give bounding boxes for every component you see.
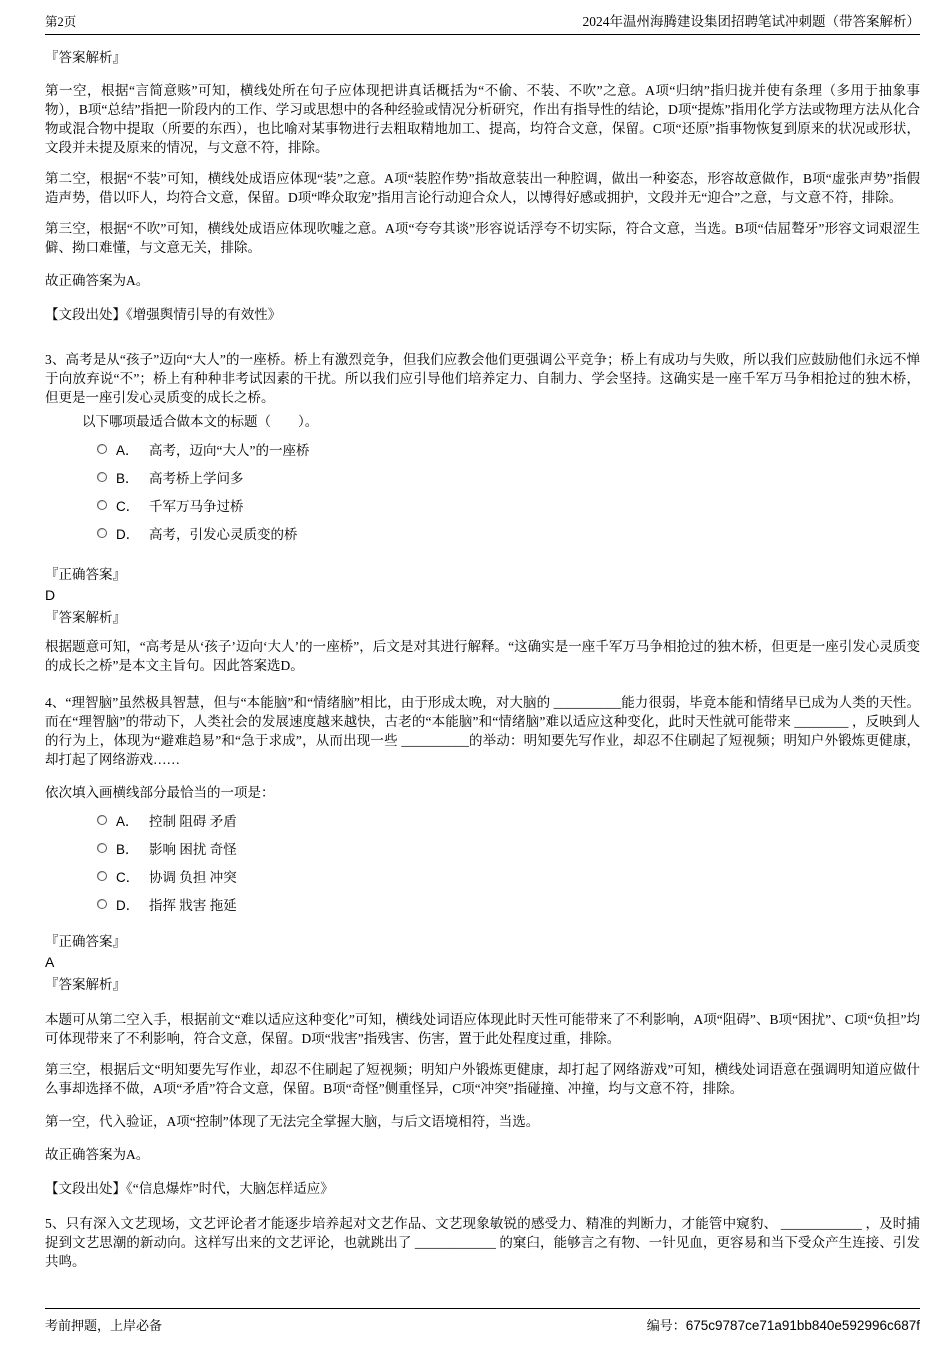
radio-button-icon[interactable] (97, 871, 107, 881)
analysis-paragraph-1: 第一空，根据“言简意赅”可知，横线处所在句子应体现把讲真话概括为“不偷、不装、不吹”之意。A项“归纳”指归拢并使有条理（多用于抽象事物），B项“总结”指把一阶段内的工作、学习或思想中的各种经验或情况分析研究，作出有指导性的结论，D项“提炼”指用化学方法或物理方法从化合物或混合物中提取（所要的东西），也比喻对某事物进行去粗取精地加工、提高，均符合文意，保留。C项“还原”指事物恢复到原来的状况或形状，文段并未提及原来的情况，与文意不符，排除。 (45, 83, 920, 155)
serial-number: 675c9787ce71a91bb840e592996c687f (685, 1318, 920, 1333)
radio-button-icon[interactable] (97, 528, 107, 538)
question-4-options (45, 810, 920, 914)
question-4-analysis-3: 第一空，代入验证，A项“控制”体现了无法完全掌握大脑，与后文语境相符，当选。 (45, 1114, 540, 1129)
option-row[interactable] (97, 810, 920, 830)
option-letter: C． (116, 870, 140, 885)
option-letter: D． (116, 898, 140, 913)
passage-source: 【文段出处】《“信息爆炸”时代，大脑怎样适应》 (45, 1181, 334, 1196)
question-3-options (45, 439, 920, 543)
option-row[interactable] (97, 894, 920, 914)
radio-button-icon[interactable] (97, 500, 107, 510)
option-row[interactable] (97, 838, 920, 858)
question-4-analysis-1: 本题可从第二空入手，根据前文“难以适应这种变化”可知，横线处词语应体现此时天性可能带来了不利影响，A项“阻碍”、B项“困扰”、C项“负担”均可体现带来了不利影响，符合文意，保留。D项“戕害”指残害、伤害，置于此处程度过重，排除。 (45, 1012, 920, 1046)
option-row[interactable] (97, 495, 920, 515)
option-letter: B． (116, 842, 139, 857)
correct-answer-value: A (45, 954, 55, 970)
correct-answer-heading: 『正确答案』 (45, 934, 126, 949)
question-3-prompt: 以下哪项最适合做本文的标题（ ）。 (82, 414, 319, 429)
question-3-stem: 3、高考是从“孩子”迈向“大人”的一座桥。桥上有激烈竞争，但我们应教会他们更强调公平竞争；桥上有成功与失败，所以我们应鼓励他们永远不惮于向放弃说“不”；桥上有种种非考试因素的干扰。所以我们应引导他们培养定力、自制力、学会坚持。这确实是一座千军万马争相抢过的独木桥，但更是一座引发心灵质变的成长之桥。 (45, 352, 920, 405)
option-letter: C． (116, 499, 140, 514)
option-text: 协调 负担 冲突 (149, 870, 237, 885)
option-text: 控制 阻碍 矛盾 (149, 814, 237, 829)
option-row[interactable] (97, 523, 920, 543)
radio-button-icon[interactable] (97, 815, 107, 825)
passage-source: 【文段出处】《增强舆情引导的有效性》 (45, 307, 282, 322)
option-row[interactable] (97, 467, 920, 487)
footer-serial (647, 1315, 920, 1334)
option-text: 指挥 戕害 拖延 (149, 898, 237, 913)
correct-answer-value: D (45, 587, 56, 603)
analysis-conclusion: 故正确答案为A。 (45, 1147, 150, 1162)
question-5-stem: 5、只有深入文艺现场，文艺评论者才能逐步培养起对文艺作品、文艺现象敏锐的感受力、精准的判断力，才能管中窥豹、 ____________ ，及时捕捉到文艺思潮的新动向。这样写出来的文艺评论，也就跳出了 ____________ 的窠臼，能够言之有物、一针见血，更容易和当下受众产生连接、引发共鸣。 (45, 1216, 920, 1269)
option-row[interactable] (97, 866, 920, 886)
option-text: 千军万马争过桥 (149, 499, 244, 514)
answer-analysis-heading: 『答案解析』 (45, 977, 126, 992)
question-4-prompt: 依次填入画横线部分最恰当的一项是： (45, 785, 275, 800)
correct-answer-heading: 『正确答案』 (45, 567, 126, 582)
serial-label: 编号： (646, 1318, 686, 1333)
answer-analysis-heading: 『答案解析』 (45, 50, 126, 65)
page-number: 第2页 (45, 15, 77, 29)
page-header (45, 10, 920, 35)
footer-slogan: 考前押题，上岸必备 (45, 1318, 163, 1333)
document-body (45, 40, 920, 1271)
radio-button-icon[interactable] (97, 843, 107, 853)
page-footer (45, 1308, 920, 1334)
radio-button-icon[interactable] (97, 472, 107, 482)
option-text: 高考，引发心灵质变的桥 (149, 527, 298, 542)
document-title: 2024年温州海腾建设集团招聘笔试冲刺题（带答案解析） (582, 14, 920, 29)
radio-button-icon[interactable] (97, 899, 107, 909)
option-letter: A． (116, 814, 139, 829)
analysis-paragraph-3: 第三空，根据“不吹”可知，横线处成语应体现吹嘘之意。A项“夸夸其谈”形容说话浮夸不切实际，符合文意，当选。B项“佶屈聱牙”形容文词艰涩生僻、拗口难懂，与文意无关，排除。 (45, 221, 920, 255)
question-4-analysis-2: 第三空，根据后文“明知要先写作业，却忍不住刷起了短视频；明知户外锻炼更健康，却打起了网络游戏”可知，横线处词语意在强调明知道应做什么事却选择不做，A项“矛盾”符合文意，保留。B项“奇怪”侧重怪异，C项“冲突”指碰撞、冲撞，均与文意不符，排除。 (45, 1062, 920, 1096)
radio-button-icon[interactable] (97, 444, 107, 454)
option-text: 影响 困扰 奇怪 (149, 842, 237, 857)
question-4-stem: 4、“理智脑”虽然极具智慧，但与“本能脑”和“情绪脑”相比，由于形成太晚，对大脑的 __________能力很弱，毕竟本能和情绪早已成为人类的天性。而在“理智脑”的带动下，人类社会的发展速度越来越快，古老的“本能脑”和“情绪脑”难以适应这种变化，此时天性就可能带来 ________ ，反映到人的行为上，体现为“避难趋易”和“急于求成”，从而出现一些 __________的举动：明知要先写作业，却忍不住刷起了短视频；明知户外锻炼更健康，却打起了网络游戏…… (45, 695, 920, 767)
option-row[interactable] (97, 439, 920, 459)
option-text: 高考，迈向“大人”的一座桥 (149, 443, 310, 458)
answer-analysis-heading: 『答案解析』 (45, 610, 126, 625)
option-letter: B． (116, 471, 139, 486)
analysis-paragraph-2: 第二空，根据“不装”可知，横线处成语应体现“装”之意。A项“装腔作势”指故意装出一种腔调，做出一种姿态，形容故意做作，B项“虚张声势”指假造声势，借以吓人，均符合文意，保留。D项“哗众取宠”指用言论行动迎合众人，以博得好感或拥护，文段并无“迎合”之意，与文意不符，排除。 (45, 171, 920, 205)
option-letter: D． (116, 527, 140, 542)
option-text: 高考桥上学问多 (149, 471, 244, 486)
option-letter: A． (116, 443, 139, 458)
analysis-conclusion: 故正确答案为A。 (45, 273, 150, 288)
question-3-analysis: 根据题意可知，“高考是从‘孩子’迈向‘大人’的一座桥”，后文是对其进行解释。“这确实是一座千军万马争相抢过的独木桥，但更是一座引发心灵质变的成长之桥”是本文主旨句。因此答案选D。 (45, 639, 920, 673)
